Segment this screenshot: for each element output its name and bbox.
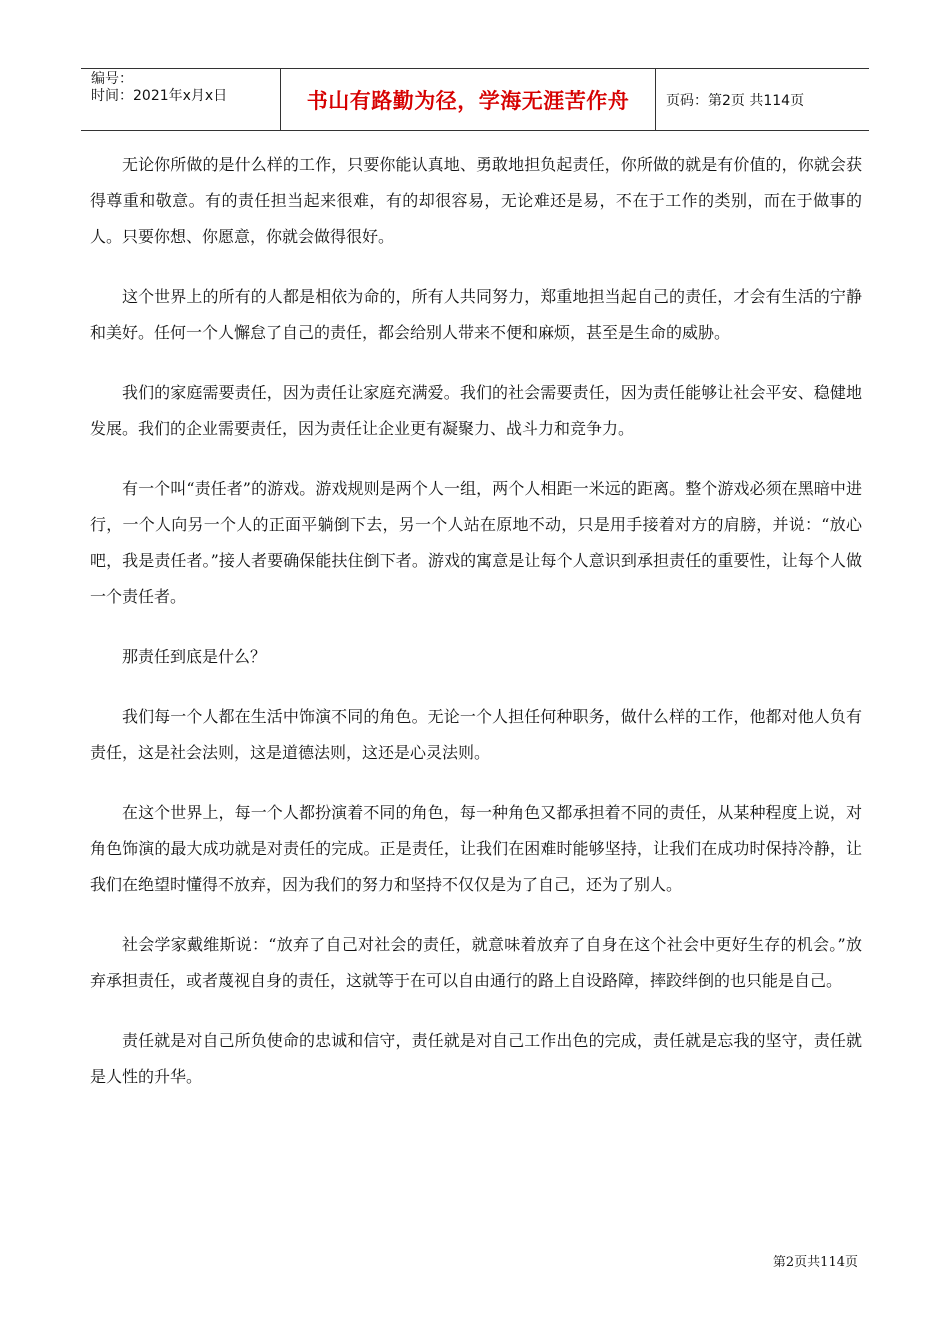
header-meta — [81, 69, 281, 130]
paragraph: 那责任到底是什么？ — [122, 647, 267, 666]
paragraph: 有一个叫“责任者”的游戏。游戏规则是两个人一组，两个人相距一米远的距离。整个游戏必须在黑暗中进行，一个人向另一个人的正面平躺倒下去，另一个人站在原地不动，只是用手接着对方的肩膀，并说：“放心吧，我是责任者。”接人者要确保能扶住倒下者。游戏的寓意是让每个人意识到承担责任的重要性，让每个人做一个责任者。 — [90, 479, 862, 606]
number-label: 编号： — [91, 71, 133, 87]
page-header — [81, 68, 869, 131]
paragraph: 无论你所做的是什么样的工作，只要你能认真地、勇敢地担负起责任，你所做的就是有价值的，你就会获得尊重和敬意。有的责任担当起来很难，有的却很容易，无论难还是易，不在于工作的类别，而在于做事的人。只要你想、你愿意，你就会做得很好。 — [90, 155, 862, 246]
document-body — [90, 147, 862, 1119]
paragraph: 这个世界上的所有的人都是相依为命的，所有人共同努力，郑重地担当起自己的责任，才会有生活的宁静和美好。任何一个人懈怠了自己的责任，都会给别人带来不便和麻烦，甚至是生命的威胁。 — [90, 287, 862, 342]
header-page-label: 页码：第2页 共114页 — [666, 92, 805, 109]
header-motto: 书山有路勤为径，学海无涯苦作舟 — [281, 69, 656, 130]
paragraph: 在这个世界上，每一个人都扮演着不同的角色，每一种角色又都承担着不同的责任，从某种程度上说，对角色饰演的最大成功就是对责任的完成。正是责任，让我们在困难时能够坚持，让我们在成功时保持冷静，让我们在绝望时懂得不放弃，因为我们的努力和坚持不仅仅是为了自己，还为了别人。 — [90, 803, 862, 894]
time-label: 时间：2021年x月x日 — [91, 88, 228, 104]
paragraph: 社会学家戴维斯说：“放弃了自己对社会的责任，就意味着放弃了自身在这个社会中更好生存的机会。”放弃承担责任，或者蔑视自身的责任，这就等于在可以自由通行的路上自设路障，摔跤绊倒的也只能是自己。 — [90, 935, 862, 990]
paragraph: 我们每一个人都在生活中饰演不同的角色。无论一个人担任何种职务，做什么样的工作，他都对他人负有责任，这是社会法则，这是道德法则，这还是心灵法则。 — [90, 707, 862, 762]
paragraph: 责任就是对自己所负使命的忠诚和信守，责任就是对自己工作出色的完成，责任就是忘我的坚守，责任就是人性的升华。 — [90, 1031, 862, 1086]
paragraph: 我们的家庭需要责任，因为责任让家庭充满爱。我们的社会需要责任，因为责任能够让社会平安、稳健地发展。我们的企业需要责任，因为责任让企业更有凝聚力、战斗力和竞争力。 — [90, 383, 862, 438]
page-footer: 第2页共114页 — [772, 1255, 858, 1270]
